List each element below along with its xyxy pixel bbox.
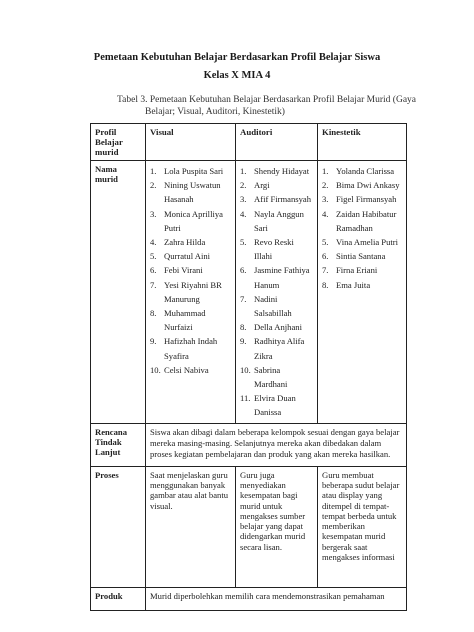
header-kinestetik: Kinestetik [318, 124, 407, 161]
header-visual: Visual [146, 124, 236, 161]
student-name: Celsi Nabiva [164, 364, 209, 375]
item-number: 2. [150, 180, 157, 191]
list-item [150, 334, 231, 362]
list-item [150, 363, 231, 377]
list-item [322, 178, 402, 192]
auditori-names-cell [236, 161, 318, 424]
item-number: 2. [322, 180, 329, 191]
student-name: Revo Reski Illahi [254, 237, 294, 262]
student-name: Shendy Hidayat [254, 166, 310, 176]
list-item [150, 249, 231, 263]
student-name: Qurratul Aini [164, 251, 211, 262]
student-name: Ema Juita [336, 279, 371, 290]
caption-line-2: Belajar; Visual, Auditori, Kinestetik) [145, 107, 285, 117]
list-item [150, 164, 231, 178]
item-number: 10. [240, 364, 251, 375]
item-number: 8. [240, 322, 247, 333]
item-number: 3. [322, 194, 329, 205]
item-number: 7. [322, 265, 329, 276]
list-item [240, 391, 313, 419]
names-row [91, 161, 407, 424]
student-name: Febi Virani [164, 265, 203, 276]
student-name: Sabrina Mardhani [254, 364, 288, 390]
rencana-text: Siswa akan dibagi dalam beberapa kelompok sesuai dengan gaya belajar mereka masing-masing. Selanjutnya mereka akan dibedakan dalam proses kegiatan pembelajaran dan produk yang akan mereka hasilkan. [146, 423, 407, 466]
student-name: Sintia Santana [336, 251, 386, 262]
list-item [322, 207, 402, 235]
list-item [240, 292, 313, 320]
list-item [150, 306, 231, 334]
list-item [240, 164, 313, 178]
student-name: Argi [254, 180, 270, 191]
student-name: Bima Dwi Ankasy [336, 180, 400, 191]
student-name: Muhammad Nurfaizi [164, 308, 206, 333]
item-number: 5. [150, 251, 157, 262]
item-number: 1. [240, 166, 247, 176]
student-name: Lola Puspita Sari [164, 166, 224, 176]
produk-row [91, 587, 407, 610]
list-item [322, 263, 402, 277]
student-name: Nayla Anggun Sari [254, 208, 304, 233]
item-number: 3. [240, 194, 247, 205]
student-name: Figel Firmansyah [336, 194, 397, 205]
list-item [150, 178, 231, 206]
student-name: Nadini Salsabillah [254, 293, 292, 319]
student-name: Della Anjhani [254, 322, 302, 333]
student-name: Zaidan Habibatur Ramadhan [336, 208, 397, 233]
header-auditori: Auditori [236, 124, 318, 161]
item-number: 10. [150, 364, 161, 375]
proses-row [91, 466, 407, 587]
list-item [150, 263, 231, 277]
list-item [240, 334, 313, 362]
item-number: 9. [240, 336, 247, 347]
list-item [322, 278, 402, 292]
item-number: 6. [150, 265, 157, 276]
item-number: 2. [240, 180, 247, 191]
student-name: Yolanda Clarissa [336, 166, 395, 176]
item-number: 6. [322, 251, 329, 262]
item-number: 11. [240, 393, 251, 404]
kinestetik-names-list [322, 164, 402, 292]
list-item [240, 320, 313, 334]
row-label-produk: Produk [91, 587, 146, 610]
list-item [240, 192, 313, 206]
proses-visual: Saat menjelaskan guru menggunakan banyak gambar atau alat bantu visual. [146, 466, 236, 587]
item-number: 5. [322, 237, 329, 248]
list-item [240, 207, 313, 235]
student-name: Afif Firmansyah [254, 194, 312, 205]
item-number: 8. [322, 279, 329, 290]
produk-text: Murid diperbolehkan memilih cara mendemonstrasikan pemahaman [146, 587, 407, 610]
item-number: 7. [240, 293, 247, 304]
list-item [240, 263, 313, 291]
list-item [322, 235, 402, 249]
proses-kinestetik: Guru membuat beberapa sudut belajar atau display yang ditempel di tempat-tempat berbeda untuk memberikan kesempatan murid bergerak saat mengakses informasi [318, 466, 407, 587]
student-name: Radhitya Alifa Zikra [254, 336, 305, 361]
student-name: Yesi Riyahni BR Manurung [164, 279, 222, 304]
student-name: Hafizhah Indah Syafira [164, 336, 218, 361]
visual-names-list [150, 164, 231, 377]
item-number: 8. [150, 308, 157, 319]
list-item [322, 192, 402, 206]
kinestetik-names-cell [318, 161, 407, 424]
document-title: Pemetaan Kebutuhan Belajar Berdasarkan Profil Belajar Siswa [93, 52, 381, 63]
proses-auditori: Guru juga menyediakan kesempatan bagi murid untuk mengakses sumber belajar yang dapat didengarkan murid secara lisan. [236, 466, 318, 587]
list-item [150, 235, 231, 249]
student-name: Vina Amelia Putri [336, 237, 399, 248]
list-item [322, 164, 402, 178]
rencana-row [91, 423, 407, 466]
item-number: 7. [150, 279, 157, 290]
item-number: 6. [240, 265, 247, 276]
header-row [91, 124, 407, 161]
row-label-proses: Proses [91, 466, 146, 587]
list-item [240, 363, 313, 391]
class-label: Kelas X MIA 4 [203, 70, 271, 81]
student-name: Monica Aprilliya Putri [164, 208, 223, 233]
list-item [150, 207, 231, 235]
item-number: 9. [150, 336, 157, 347]
item-number: 3. [150, 208, 157, 219]
list-item [240, 235, 313, 263]
header-profil: Profil Belajar murid [91, 124, 146, 161]
student-name: Firna Eriani [336, 265, 378, 276]
list-item [322, 249, 402, 263]
auditori-names-list [240, 164, 313, 420]
item-number: 4. [150, 237, 157, 248]
item-number: 4. [240, 208, 247, 219]
student-name: Jasmine Fathiya Hanum [254, 265, 310, 290]
row-label-nama-murid: Nama murid [91, 161, 146, 424]
table-caption [117, 94, 417, 118]
student-name: Elvira Duan Danissa [254, 393, 296, 418]
list-item [240, 178, 313, 192]
learning-profile-table [90, 123, 407, 611]
item-number: 4. [322, 208, 329, 219]
item-number: 1. [150, 166, 157, 176]
student-name: Zahra Hilda [164, 237, 206, 248]
caption-line-1: Tabel 3. Pemetaan Kebutuhan Belajar Berdasarkan Profil Belajar Murid (Gaya [117, 95, 417, 105]
student-name: Nining Uswatun Hasanah [164, 180, 221, 205]
visual-names-cell [146, 161, 236, 424]
item-number: 1. [322, 166, 329, 176]
item-number: 5. [240, 237, 247, 248]
list-item [150, 278, 231, 306]
row-label-rencana: Rencana Tindak Lanjut [91, 423, 146, 466]
